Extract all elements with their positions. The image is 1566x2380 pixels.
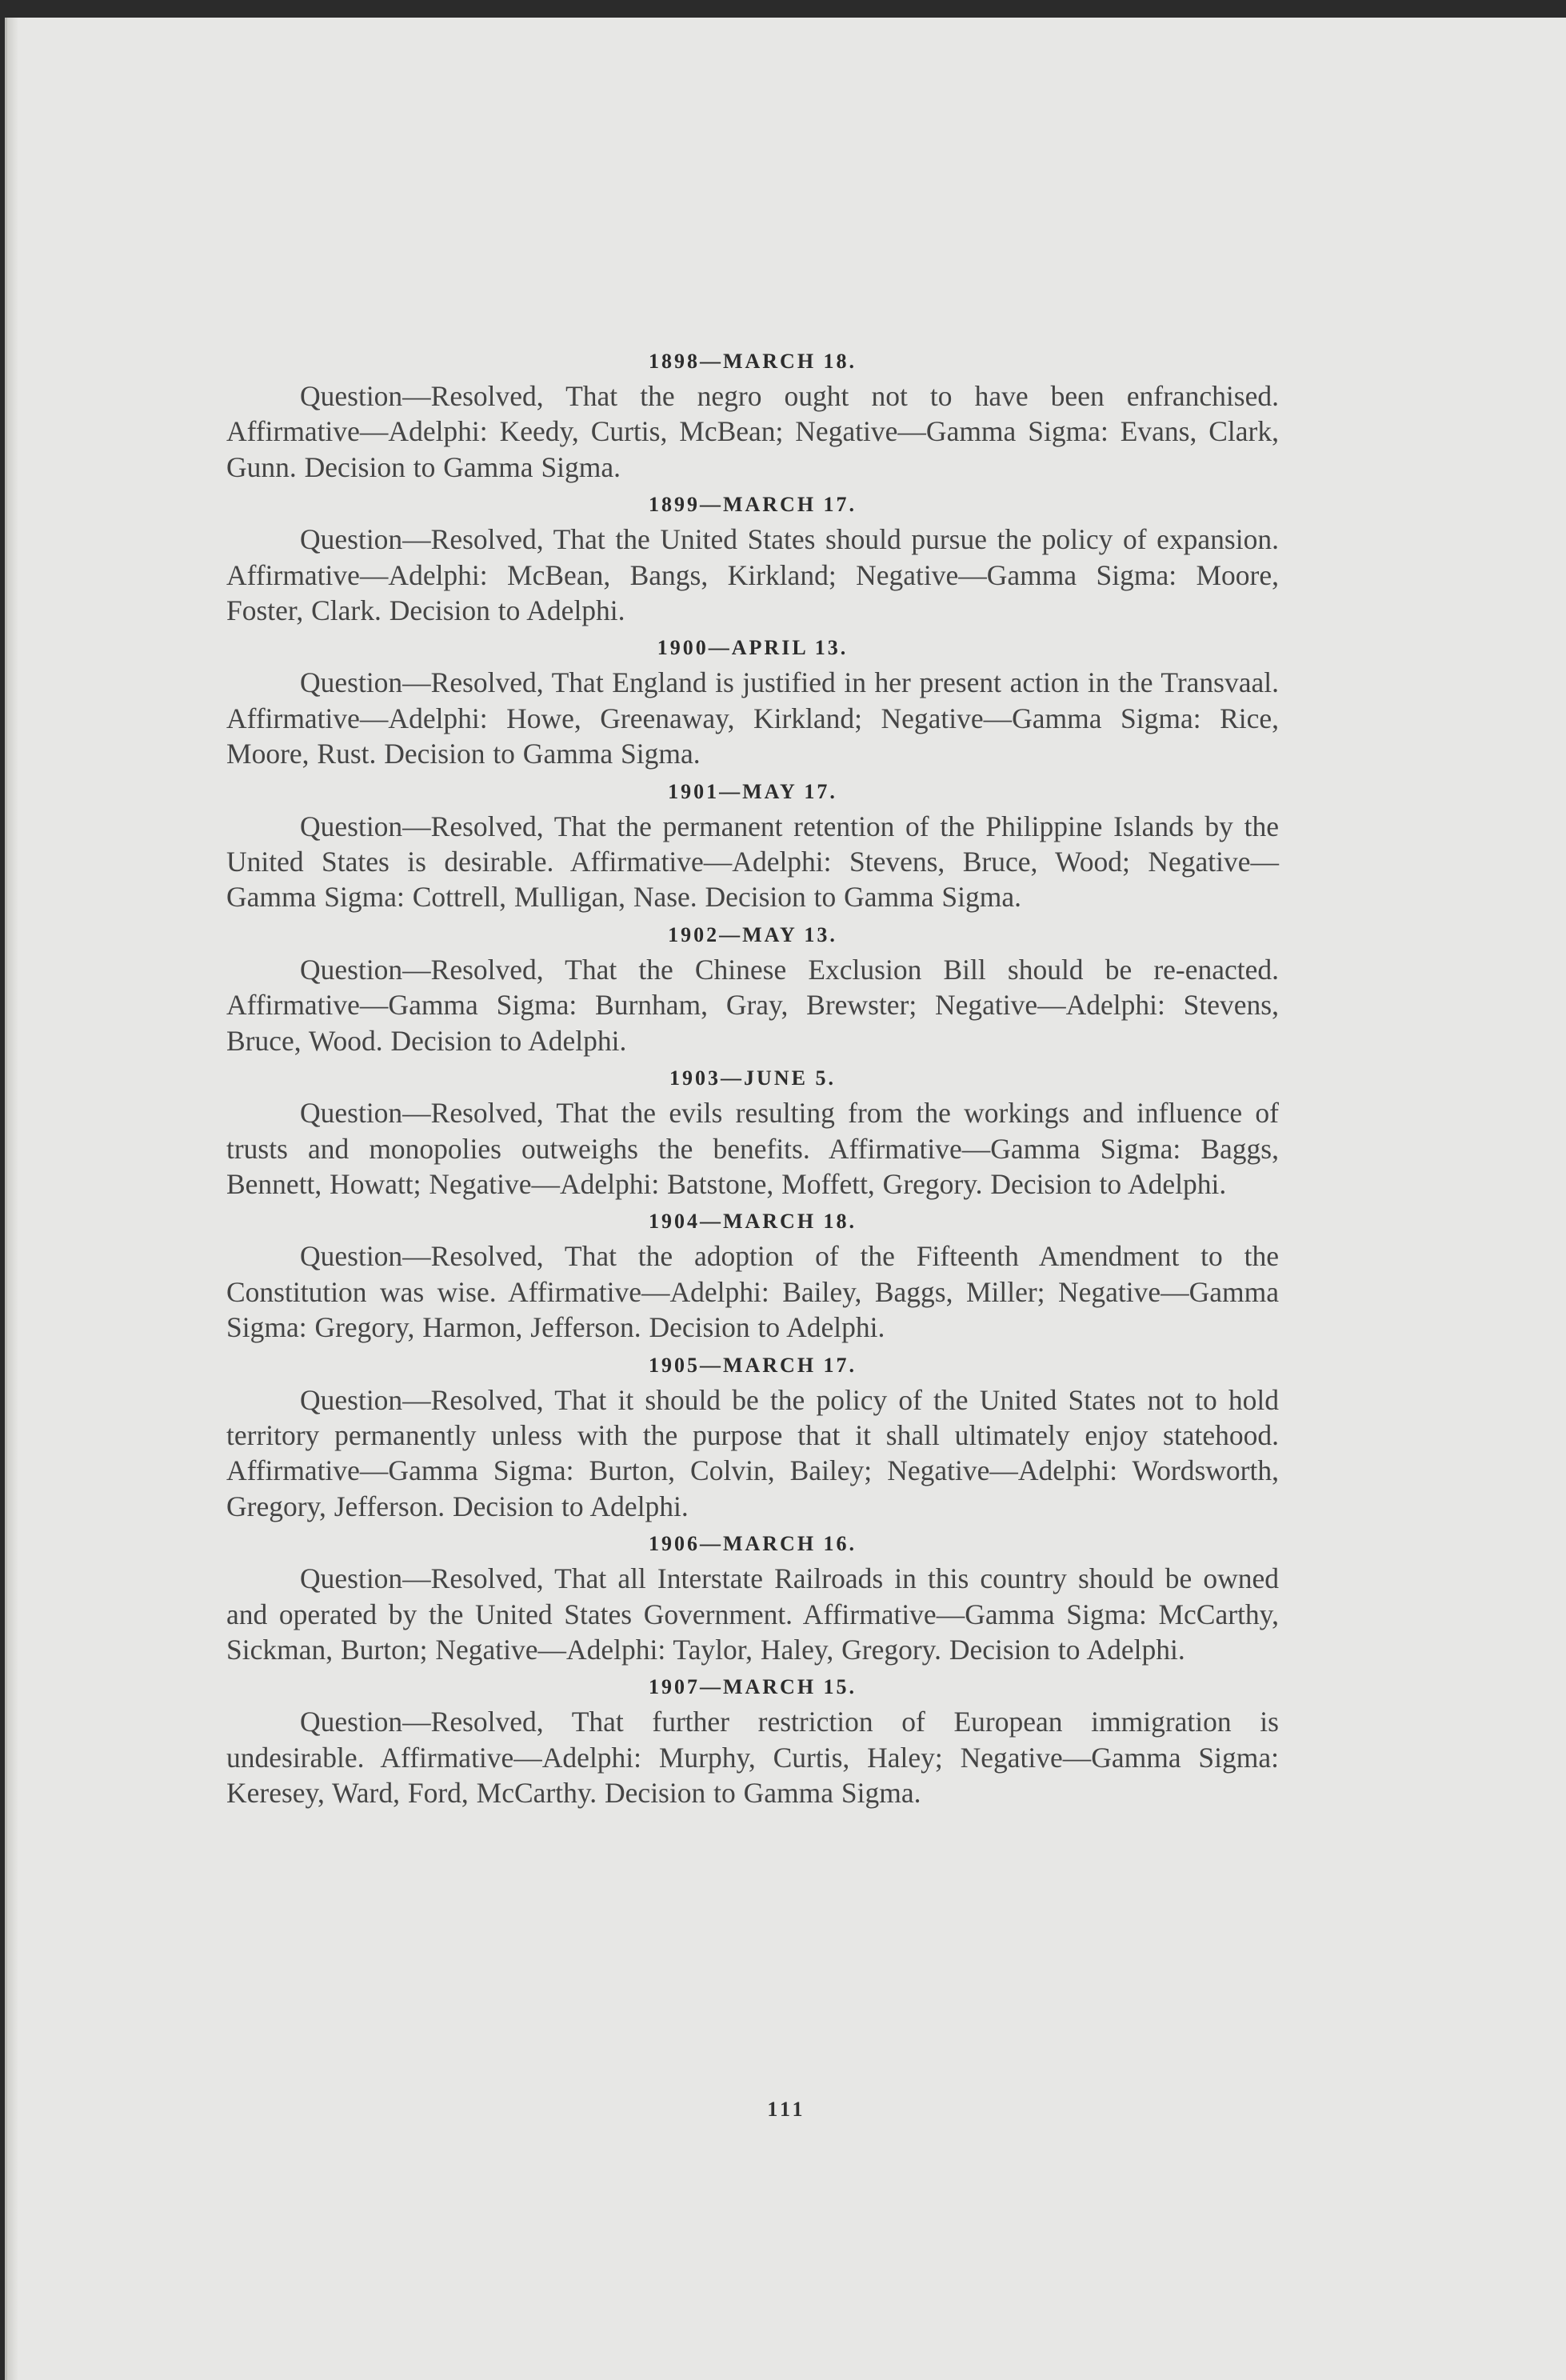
debate-entry-1902 bbox=[226, 922, 1279, 1058]
entry-text: Question—Resolved, That the United States should pursue the policy of expansion. Affirmative—Adelphi: McBean, Bangs, Kirkland; Negative—Gamma Sigma: Moore, Foster, Clark. Decision to Adelphi. bbox=[226, 523, 1279, 627]
entry-text: Question—Resolved, That England is justified in her present action in the Transvaal. Affirmative—Adelphi: Howe, Greenaway, Kirkland; Negative—Gamma Sigma: Rice, Moore, Rust. Decision to Gamma Sigma. bbox=[226, 666, 1279, 770]
entry-text: Question—Resolved, That the negro ought not to have been enfranchised. Affirmative—Adelphi: Keedy, Curtis, McBean; Negative—Gamma Sigma: Evans, Clark, Gunn. Decision to Gamma Sigma. bbox=[226, 380, 1279, 483]
debate-entry-1906 bbox=[226, 1530, 1279, 1667]
entry-date-heading: 1906—MARCH 16. bbox=[648, 1532, 857, 1556]
entry-date-heading: 1901—MAY 17. bbox=[668, 779, 837, 803]
entry-text: Question—Resolved, That the evils resulting from the workings and influence of trusts and monopolies outweighs the benefits. Affirmative—Gamma Sigma: Baggs, Bennett, Howatt; Negative—Adelphi: Batstone, Moffett, Gregory. Decision to Adelphi. bbox=[226, 1097, 1279, 1200]
debate-entry-1900 bbox=[226, 634, 1279, 771]
entry-date-heading: 1907—MARCH 15. bbox=[648, 1675, 857, 1699]
entry-text: Question—Resolved, That the Chinese Exclusion Bill should be re-enacted. Affirmative—Gamma Sigma: Burnham, Gray, Brewster; Negative—Adelphi: Stevens, Bruce, Wood. Decision to Adelphi. bbox=[226, 953, 1279, 1057]
entry-text: Question—Resolved, That the adoption of the Fifteenth Amendment to the Constitution was wise. Affirmative—Adelphi: Bailey, Baggs, Miller; Negative—Gamma Sigma: Gregory, Harmon, Jefferson. Decision to Adelphi. bbox=[226, 1240, 1279, 1344]
debate-entry-1905 bbox=[226, 1352, 1279, 1525]
debate-entry-1898 bbox=[226, 348, 1279, 485]
entry-date-heading: 1898—MARCH 18. bbox=[648, 350, 857, 373]
entry-text: Question—Resolved, That all Interstate Railroads in this country should be owned and operated by the United States Government. Affirmative—Gamma Sigma: McCarthy, Sickman, Burton; Negative—Adelphi: Taylor, Haley, Gregory. Decision to Adelphi. bbox=[226, 1562, 1279, 1666]
entry-text: Question—Resolved, That it should be the policy of the United States not to hold territory permanently unless with the purpose that it shall ultimately enjoy statehood. Affirmative—Gamma Sigma: Burton, Colvin, Bailey; Negative—Adelphi: Wordsworth, Gregory, Jefferson. Decision to Adelphi. bbox=[226, 1383, 1279, 1522]
document-page bbox=[5, 18, 1566, 2380]
debate-record-list bbox=[226, 348, 1279, 1818]
entry-text: Question—Resolved, That further restriction of European immigration is undesirable. Affirmative—Adelphi: Murphy, Curtis, Haley; Negative—Gamma Sigma: Keresey, Ward, Ford, McCarthy. Decision to Gamma Sigma. bbox=[226, 1706, 1279, 1810]
entry-date-heading: 1903—JUNE 5. bbox=[669, 1066, 836, 1090]
entry-text: Question—Resolved, That the permanent retention of the Philippine Islands by the United States is desirable. Affirmative—Adelphi: Stevens, Bruce, Wood; Negative—Gamma Sigma: Cottrell, Mulligan, Nase. Decision to Gamma Sigma. bbox=[226, 810, 1279, 914]
debate-entry-1903 bbox=[226, 1065, 1279, 1202]
entry-date-heading: 1900—APRIL 13. bbox=[657, 636, 849, 660]
entry-date-heading: 1902—MAY 13. bbox=[668, 922, 837, 946]
entry-date-heading: 1905—MARCH 17. bbox=[648, 1353, 857, 1377]
entry-date-heading: 1904—MARCH 18. bbox=[648, 1210, 857, 1234]
debate-entry-1899 bbox=[226, 491, 1279, 628]
entry-date-heading: 1899—MARCH 17. bbox=[648, 493, 857, 517]
debate-entry-1907 bbox=[226, 1674, 1279, 1810]
debate-entry-1901 bbox=[226, 778, 1279, 915]
debate-entry-1904 bbox=[226, 1208, 1279, 1345]
page-number: 111 bbox=[767, 2098, 806, 2121]
